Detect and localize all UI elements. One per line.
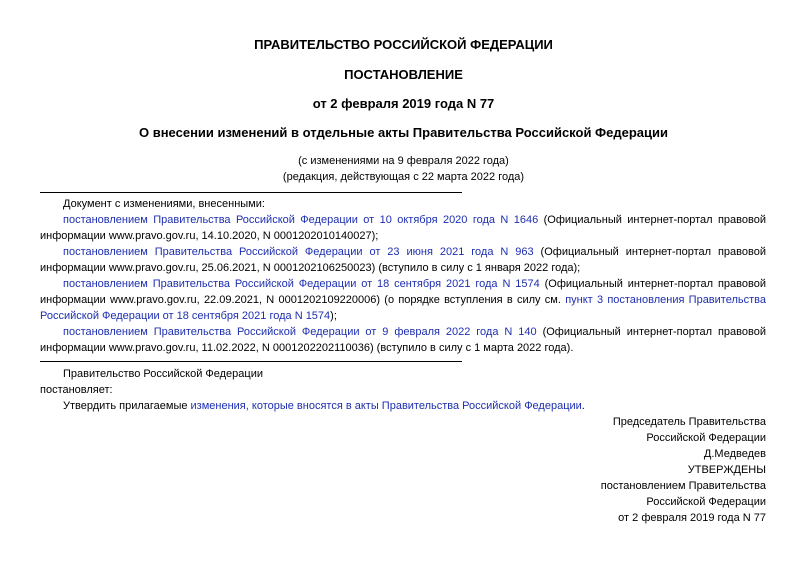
approved-line-3: от 2 февраля 2019 года N 77	[618, 512, 766, 524]
approved-line-1: постановлением Правительства	[600, 480, 766, 492]
approved-label: УТВЕРЖДЕНЫ	[687, 464, 766, 476]
divider-bottom	[40, 361, 462, 362]
resolves: постановляет:	[40, 384, 113, 396]
amendment-3	[63, 276, 766, 292]
approved-line-2: Российской Федерации	[646, 496, 766, 508]
changes-note: (с изменениями на 9 февраля 2022 года)	[298, 155, 509, 167]
signature-name: Д.Медведев	[703, 448, 766, 460]
amendment-3-end: );	[330, 310, 337, 322]
signature-title-2: Российской Федерации	[646, 432, 766, 444]
issuer: Правительство Российской Федерации	[63, 368, 263, 380]
amendment-1-link[interactable]: постановлением Правительства Российской Федерации от 10 октября 2020 года N 1646	[63, 214, 539, 226]
amendment-3-details-text: информации www.pravo.gov.ru, 22.09.2021, N 0001202109220006) (о порядке вступления в силу см.	[40, 294, 561, 306]
government-name: ПРАВИТЕЛЬСТВО РОССИЙСКОЙ ФЕДЕРАЦИИ	[254, 37, 553, 52]
amendment-3-link[interactable]: постановлением Правительства Российской Федерации от 18 сентября 2021 года N 1574	[63, 278, 540, 290]
amendment-2-link[interactable]: постановлением Правительства Российской Федерации от 23 июня 2021 года N 963	[63, 246, 534, 258]
amendment-3-details-end	[40, 308, 766, 324]
approve-end: .	[581, 400, 585, 412]
amendment-4-source: (Официальный интернет-портал правовой	[542, 326, 766, 338]
edition-note: (редакция, действующая с 22 марта 2022 года)	[282, 171, 525, 183]
amendment-2-source: (Официальный интернет-портал правовой	[540, 246, 766, 258]
amendment-4-link[interactable]: постановлением Правительства Российской Федерации от 9 февраля 2022 года N 140	[63, 326, 537, 338]
document-date: от 2 февраля 2019 года N 77	[312, 96, 495, 111]
amendment-4	[63, 324, 766, 340]
amendments-intro: Документ с изменениями, внесенными:	[63, 198, 265, 210]
amendment-2	[63, 244, 766, 260]
divider-top	[40, 192, 462, 193]
amendment-3-clause-link-cont[interactable]: Российской Федерации от 18 сентября 2021 года N 1574	[40, 310, 331, 322]
amendment-3-clause-link[interactable]: пункт 3 постановления Правительства	[565, 294, 766, 306]
amendment-2-details: информации www.pravo.gov.ru, 25.06.2021, N 0001202106250023) (вступило в силу с 1 января 2022 года);	[40, 262, 581, 274]
approve-link[interactable]: изменения, которые вносятся в акты Правительства Российской Федерации	[190, 400, 582, 412]
amendment-1	[63, 212, 766, 228]
document-type: ПОСТАНОВЛЕНИЕ	[344, 67, 463, 82]
amendment-1-details: информации www.pravo.gov.ru, 14.10.2020, N 0001202010140027);	[40, 230, 379, 242]
amendment-4-details: информации www.pravo.gov.ru, 11.02.2022, N 0001202202110036) (вступило в силу с 1 марта 2022 года).	[40, 342, 574, 354]
signature-title-1: Председатель Правительства	[612, 416, 766, 428]
document-title: О внесении изменений в отдельные акты Правительства Российской Федерации	[138, 125, 669, 140]
approve-paragraph	[63, 398, 766, 414]
amendment-1-source: (Официальный интернет-портал правовой	[543, 214, 766, 226]
amendment-3-details	[40, 292, 766, 308]
approve-text: Утвердить прилагаемые	[63, 400, 188, 412]
amendment-3-source: (Официальный интернет-портал правовой	[544, 278, 766, 290]
